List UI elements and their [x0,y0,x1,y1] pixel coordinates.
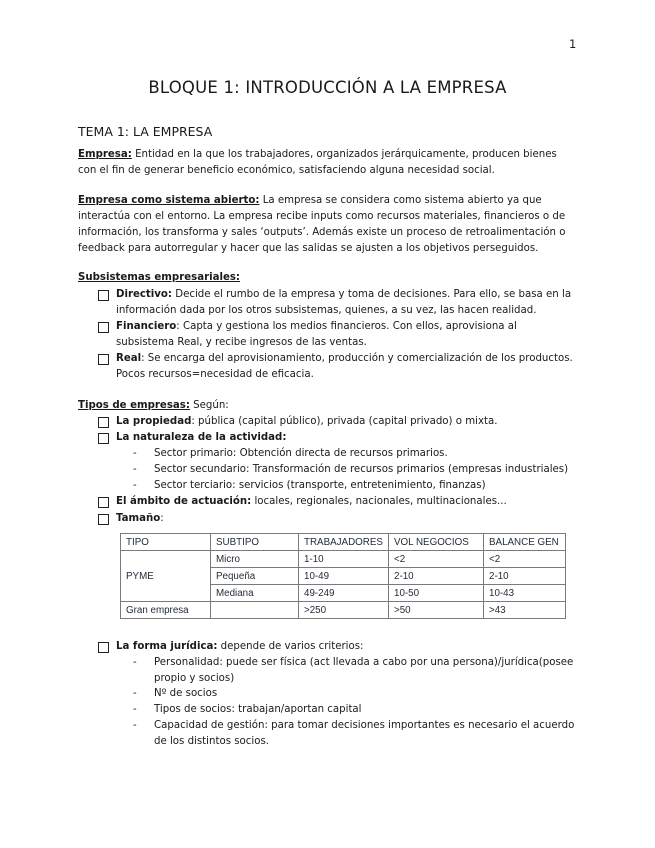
table-row [121,551,566,568]
dash-bullet: - [133,720,137,731]
list-item-text: Tipos de socios: trabajan/aportan capital [154,704,362,715]
empresa-term: Empresa: [78,149,132,160]
table-cell: 49-249 [299,585,389,602]
item-text: depende de varios criterios: [217,641,364,652]
subsistema-financiero [98,319,576,351]
list-item-text: Sector primario: Obtención directa de recursos primarios. [154,448,448,459]
item-label: Real [116,353,142,364]
header-cell: VOL NEGOCIOS [389,534,484,551]
subsistema-directivo [98,287,576,319]
tipos-heading [78,398,229,414]
page-title: BLOQUE 1: INTRODUCCIÓN A LA EMPRESA [148,78,507,97]
list-item-text: Nº de socios [154,688,218,699]
table-cell: 10-49 [299,568,389,585]
tipo-forma-juridica [98,639,576,655]
dash-bullet: - [133,464,137,475]
tipo-tamano [98,511,576,527]
table-cell: >250 [299,602,389,619]
table-cell [211,602,299,619]
table-cell: 2-10 [389,568,484,585]
checkbox[interactable] [98,642,109,653]
table-cell: Micro [211,551,299,568]
header-cell: TIPO [121,534,211,551]
item-label: El ámbito de actuación: [116,496,252,507]
table-cell: <2 [389,551,484,568]
list-item [133,702,578,718]
list-item-text: Capacidad de gestión: para tomar decisiones importantes es necesario el acuerdo de los distintos socios. [154,720,575,747]
item-label: Directivo: [116,289,172,300]
table-cell: >50 [389,602,484,619]
item-label: La forma jurídica: [116,641,218,652]
list-item-text: Personalidad: puede ser física (act llevada a cabo por una persona)/jurídica(posee propio y socios) [154,657,574,684]
tipo-naturaleza [98,430,576,446]
table-cell: Mediana [211,585,299,602]
item-text: : pública (capital público), privada (capital privado) o mixta. [191,416,498,427]
sistema-abierto-text: La empresa se considera como sistema abierto ya que interactúa con el entorno. La empresa recibe inputs como recursos materiales, financieros o de información, los transforma y sales ‘outputs’. Además existe un proceso de retroalimentación o feedback para autorregular y hacer que las salidas se ajusten a los objetivos perseguidos. [78,195,566,254]
checkbox[interactable] [98,417,109,428]
tipos-heading-suffix: Según: [189,400,229,411]
checkbox[interactable] [98,354,109,365]
table-cell: 10-50 [389,585,484,602]
subsistema-real [98,351,576,383]
dash-bullet: - [133,448,137,459]
empresa-text: Entidad en la que los trabajadores, organizados jerárquicamente, producen bienes con el fin de generar beneficio económico, satisfaciendo alguna necesidad social. [78,149,557,176]
table-header-row [121,534,566,551]
list-item [133,718,578,750]
checkbox[interactable] [98,290,109,301]
table-row [121,602,566,619]
item-label: La naturaleza de la actividad: [116,432,287,443]
dash-bullet: - [133,480,137,491]
subsistemas-heading [78,270,240,286]
list-item [133,655,578,687]
table-cell: <2 [484,551,566,568]
table-cell: >43 [484,602,566,619]
item-text: : Se encarga del aprovisionamiento, producción y comercialización de los productos. Pocos recursos=necesidad de eficacia. [116,353,573,380]
list-item-text: Sector secundario: Transformación de recursos primarios (empresas industriales) [154,464,569,475]
item-label: La propiedad [116,416,192,427]
header-cell: SUBTIPO [211,534,299,551]
page-number: 1 [569,37,577,51]
list-item-text: Sector terciario: servicios (transporte, entretenimiento, finanzas) [154,480,486,491]
table-cell: PYME [121,551,211,602]
list-item [133,478,578,494]
list-item [133,462,578,478]
section-title: TEMA 1: LA EMPRESA [78,124,213,139]
tipos-heading-text: Tipos de empresas: [78,400,190,411]
item-text: Decide el rumbo de la empresa y toma de decisiones. Para ello, se basa en la información dada por los otros subsistemas, quienes, a su vez, las hacen realidad. [116,289,572,316]
table-cell: Pequeña [211,568,299,585]
table-cell: 10-43 [484,585,566,602]
item-text: locales, regionales, nacionales, multinacionales... [251,496,507,507]
header-cell: TRABAJADORES [299,534,389,551]
list-item [133,446,578,462]
table-cell: 2-10 [484,568,566,585]
item-text: : Capta y gestiona los medios financieros. Con ellos, aprovisiona al subsistema Real, y recibe ingresos de las ventas. [116,321,517,348]
header-cell: BALANCE GEN [484,534,566,551]
checkbox[interactable] [98,322,109,333]
dash-bullet: - [133,704,137,715]
list-item [133,686,578,702]
tipo-propiedad [98,414,576,430]
checkbox[interactable] [98,497,109,508]
table-cell: Gran empresa [121,602,211,619]
dash-bullet: - [133,688,137,699]
sistema-abierto-definition [78,193,578,257]
item-text: : [160,513,164,524]
tipo-ambito [98,494,576,510]
item-label: Financiero [116,321,177,332]
subsistemas-heading-text: Subsistemas empresariales: [78,272,241,283]
checkbox[interactable] [98,433,109,444]
tamano-table [120,533,566,619]
table-cell: 1-10 [299,551,389,568]
dash-bullet: - [133,657,137,668]
empresa-definition [78,147,578,179]
sistema-abierto-term: Empresa como sistema abierto: [78,195,260,206]
item-label: Tamaño [116,513,161,524]
checkbox[interactable] [98,514,109,525]
